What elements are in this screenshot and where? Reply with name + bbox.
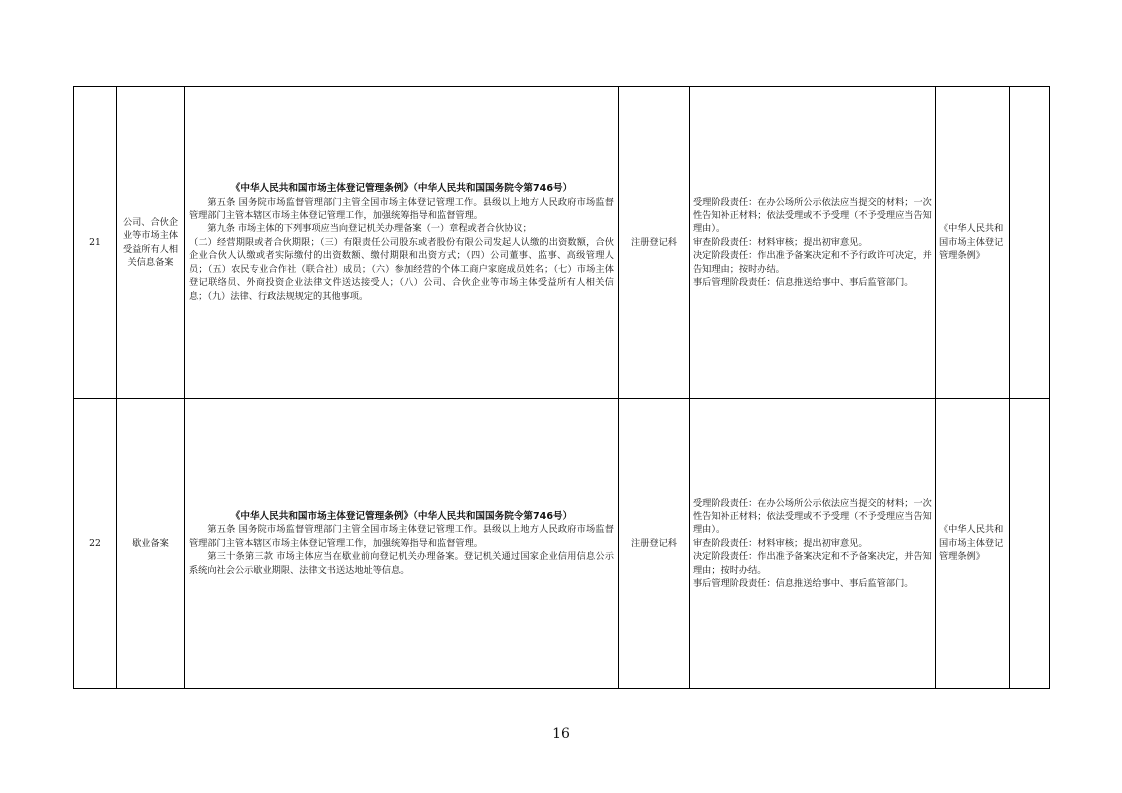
row-number: 21 — [74, 87, 117, 399]
responsibility-line: 审查阶段责任：材料审核；提出初审意见。 — [693, 537, 868, 549]
basis-paragraph: 第三十条第三款 市场主体应当在歇业前向登记机关办理备案。登记机关通过国家企业信用信息公示系统向社会公示歇业期限、法律文书送达地址等信息。 — [189, 551, 614, 576]
law-reference: 《中华人民共和国市场主体登记管理条例》 — [936, 87, 1010, 399]
basis-paragraph: 第九条 市场主体的下列事项应当向登记机关办理备案（一）章程或者合伙协议； — [207, 223, 532, 235]
responsibility-line: 审查阶段责任：材料审核；提出初审意见。 — [693, 236, 868, 248]
basis-paragraph: 第五条 国务院市场监督管理部门主管全国市场主体登记管理工作。县级以上地方人民政府市场监督管理部门主管本辖区市场主体登记管理工作，加强统筹指导和监督管理。 — [189, 524, 614, 549]
item-name: 公司、合伙企业等市场主体受益所有人相关信息备案 — [117, 87, 185, 399]
row-number: 22 — [74, 399, 117, 689]
basis-paragraph: 第五条 国务院市场监督管理部门主管全国市场主体登记管理工作。县级以上地方人民政府市场监督管理部门主管本辖区市场主体登记管理工作，加强统筹指导和监督管理。 — [189, 196, 614, 222]
basis-paragraph: （二）经营期限或者合伙期限；（三）有限责任公司股东或者股份有限公司发起人认缴的出资数额，合伙企业合伙人认缴或者实际缴付的出资数额、缴付期限和出资方式；（四）公司董事、监事、高级管理人员；（五）农民专业合作社（联合社）成员；（六）参加经营的个体工商户家庭成员姓名；（七）市场主体登记联络员、外商投资企业法律文件送达接受人；（八）公司、合伙企业等市场主体受益所有人相关信息；（九）法律、行政法规规定的其他事项。 — [189, 236, 614, 302]
legal-basis-cell — [185, 399, 619, 689]
responsibility-line: 受理阶段责任：在办公场所公示依法应当提交的材料；一次性告知补正材料；依法受理或不予受理（不予受理应当告知理由）。 — [693, 196, 932, 235]
responsibility-cell — [690, 399, 936, 689]
responsibility-line: 事后管理阶段责任：信息推送给事中、事后监管部门。 — [693, 578, 914, 590]
table-row — [74, 399, 1050, 689]
responsibility-cell — [690, 87, 936, 399]
table-row — [74, 87, 1050, 399]
responsibility-line: 决定阶段责任：作出准予备案决定和不予备案决定，并告知理由；按时办结。 — [693, 551, 932, 576]
responsibility-line: 事后管理阶段责任：信息推送给事中、事后监管部门。 — [693, 277, 914, 289]
item-name: 歇业备案 — [117, 399, 185, 689]
responsibility-line: 决定阶段责任：作出准予备案决定和不予行政许可决定，并告知理由；按时办结。 — [693, 250, 932, 275]
law-reference: 《中华人民共和国市场主体登记管理条例》 — [936, 399, 1010, 689]
responsibility-table — [73, 86, 1050, 689]
department: 注册登记科 — [619, 87, 690, 399]
responsibility-line: 受理阶段责任：在办公场所公示依法应当提交的材料；一次性告知补正材料；依法受理或不予受理（不予受理应当告知理由）。 — [693, 497, 932, 536]
page-number: 16 — [552, 726, 570, 742]
remark-cell — [1010, 399, 1050, 689]
basis-title: 《中华人民共和国市场主体登记管理条例》（中华人民共和国国务院令第746号） — [230, 183, 573, 195]
basis-title: 《中华人民共和国市场主体登记管理条例》（中华人民共和国国务院令第746号） — [230, 510, 573, 522]
remark-cell — [1010, 87, 1050, 399]
legal-basis-cell — [185, 87, 619, 399]
department: 注册登记科 — [619, 399, 690, 689]
